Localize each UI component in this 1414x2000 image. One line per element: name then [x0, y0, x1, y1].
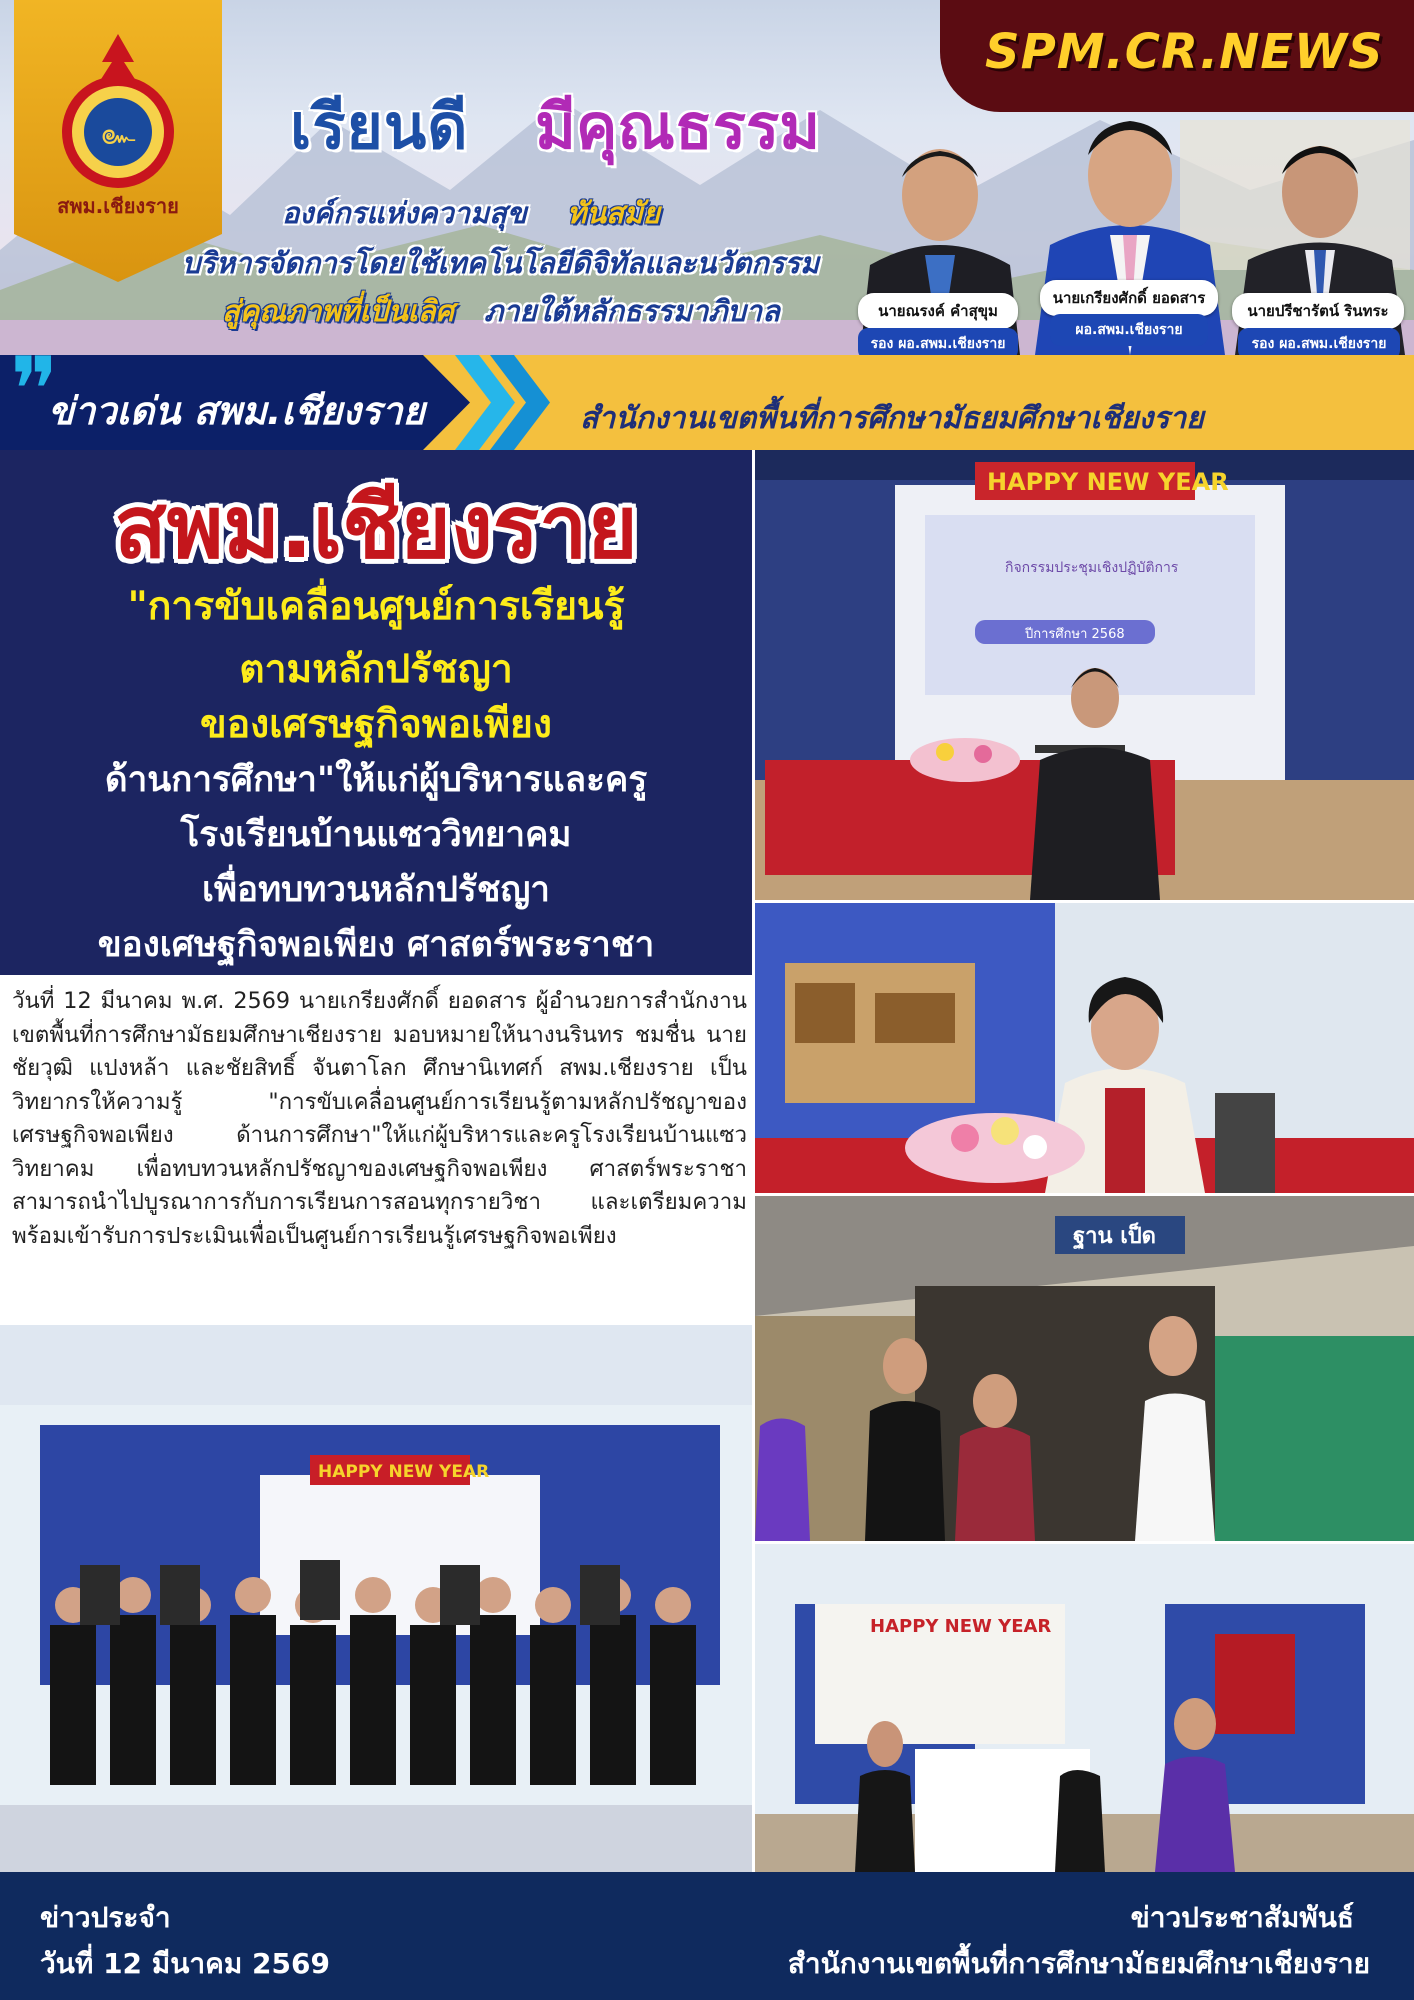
article-body: วันที่ 12 มีนาคม พ.ศ. 2569 นายเกรียงศักดิ์ ยอดสาร ผู้อำนวยการสำนักงานเขตพื้นที่การศึกษามัธยมศึกษาเชียงราย มอบหมายให้นางนรินทร ชมชื่น นายชัยวุฒิ แปงหล้า และชัยสิทธิ์ จันตาโลก ศึกษานิเทศก์ สพม.เชียงราย เป็นวิทยากรให้ความรู้ "การขับเคลื่อนศูนย์การเรียนรู้ตามหลักปรัชญาของเศรษฐกิจพอเพียง ด้านการศึกษา"ให้แก่ผู้บริหารและครูโรงเรียนบ้านแซววิทยาคม เพื่อทบทวนหลักปรัชญาของเศษฐกิจพอเพียง ศาสตร์พระราชา สามารถนำไปบูรณาการกับการเรียนการสอนทุกรายวิชา และเตรียมความพร้อมเข้ารับการประเมินเพื่อเป็นศูนย์การเรียนรู้เศรษฐกิจพอเพียง [12, 988, 747, 1249]
banner-text-3: HAPPY NEW YEAR [318, 1462, 490, 1482]
headline-line-5: โรงเรียนบ้านแซววิทยาคม [180, 815, 572, 855]
person-2-role: ผอ.สพม.เชียงราย [1050, 314, 1208, 346]
tagline-1-b: ทันสมัย [567, 196, 660, 230]
photo-speaker [755, 450, 1414, 900]
slide-title: กิจกรรมประชุมเชิงปฏิบัติการ [1005, 560, 1179, 576]
banner-text: HAPPY NEW YEAR [987, 468, 1229, 496]
tagline-1 [282, 190, 660, 236]
footer-date: วันที่ 12 มีนาคม 2569 [40, 1947, 330, 1980]
person-1-role: รอง ผอ.สพม.เชียงราย [858, 328, 1018, 360]
footer-news-label: ข่าวประจำ [40, 1901, 171, 1934]
photo-duck-station [755, 1196, 1414, 1541]
headline-line-3: ของเศรษฐกิจพอเพียง [200, 702, 552, 747]
photo-woman-speaker [755, 903, 1414, 1193]
tagline-3-b: ภายใต้หลักธรรมาภิบาล [484, 294, 780, 328]
tagline-1-a: องค์กรแห่งความสุข [282, 196, 527, 230]
slide-year: ปีการศึกษา 2568 [1025, 627, 1125, 642]
tagline-3-a: สู่คุณภาพที่เป็นเลิศ [222, 294, 454, 328]
banner-text-2: HAPPY NEW YEAR [870, 1616, 1052, 1637]
footer-org: สำนักงานเขตพื้นที่การศึกษามัธยมศึกษาเชียงราย [787, 1947, 1370, 1980]
tagline-3 [222, 288, 780, 334]
photo-group-presentation [755, 1544, 1414, 1872]
motto-left: เรียนดี [290, 90, 469, 163]
tagline-2: บริหารจัดการโดยใช้เทคโนโลยีดิจิทัลและนวัตกรรม [182, 246, 820, 280]
headline-org: สพม.เชียงราย [114, 478, 638, 578]
band-left-title: ข่าวเด่น สพม.เชียงราย [48, 389, 425, 433]
headline-line-7: ของเศษฐกิจพอเพียง ศาสตร์พระราชา [97, 925, 655, 965]
person-3-role: รอง ผอ.สพม.เชียงราย [1238, 328, 1400, 360]
motto-right: มีคุณธรรม [535, 90, 821, 163]
headline-line-1: "การขับเคลื่อนศูนย์การเรียนรู้ [127, 584, 625, 629]
svg-text:๛: ๛ [100, 117, 136, 152]
headline-line-4: ด้านการศึกษา"ให้แก่ผู้บริหารและครู [104, 760, 648, 800]
headline-line-2: ตามหลักปรัชญา [239, 647, 513, 692]
band-right-title: สำนักงานเขตพื้นที่การศึกษามัธยมศึกษาเชียงราย [580, 401, 1204, 436]
footer-pr-label: ข่าวประชาสัมพันธ์ [1130, 1901, 1354, 1934]
duck-sign-text: ฐาน เป็ด [1073, 1224, 1156, 1249]
brand-title: SPM.CR.NEWS [985, 24, 1384, 80]
person-2-name: นายเกรียงศักดิ์ ยอดสาร [1040, 280, 1218, 316]
quote-icon: ❞ [10, 338, 59, 443]
emblem-icon [44, 32, 192, 202]
person-3-name: นายปรีชารัตน์ รินทระ [1232, 293, 1404, 329]
person-1-name: นายณรงค์ คำสุขุม [858, 293, 1018, 329]
logo-text: สพม.เชียงราย [57, 194, 179, 218]
headline-line-6: เพื่อทบทวนหลักปรัชญา [202, 870, 550, 910]
photo-group [0, 1325, 752, 1872]
